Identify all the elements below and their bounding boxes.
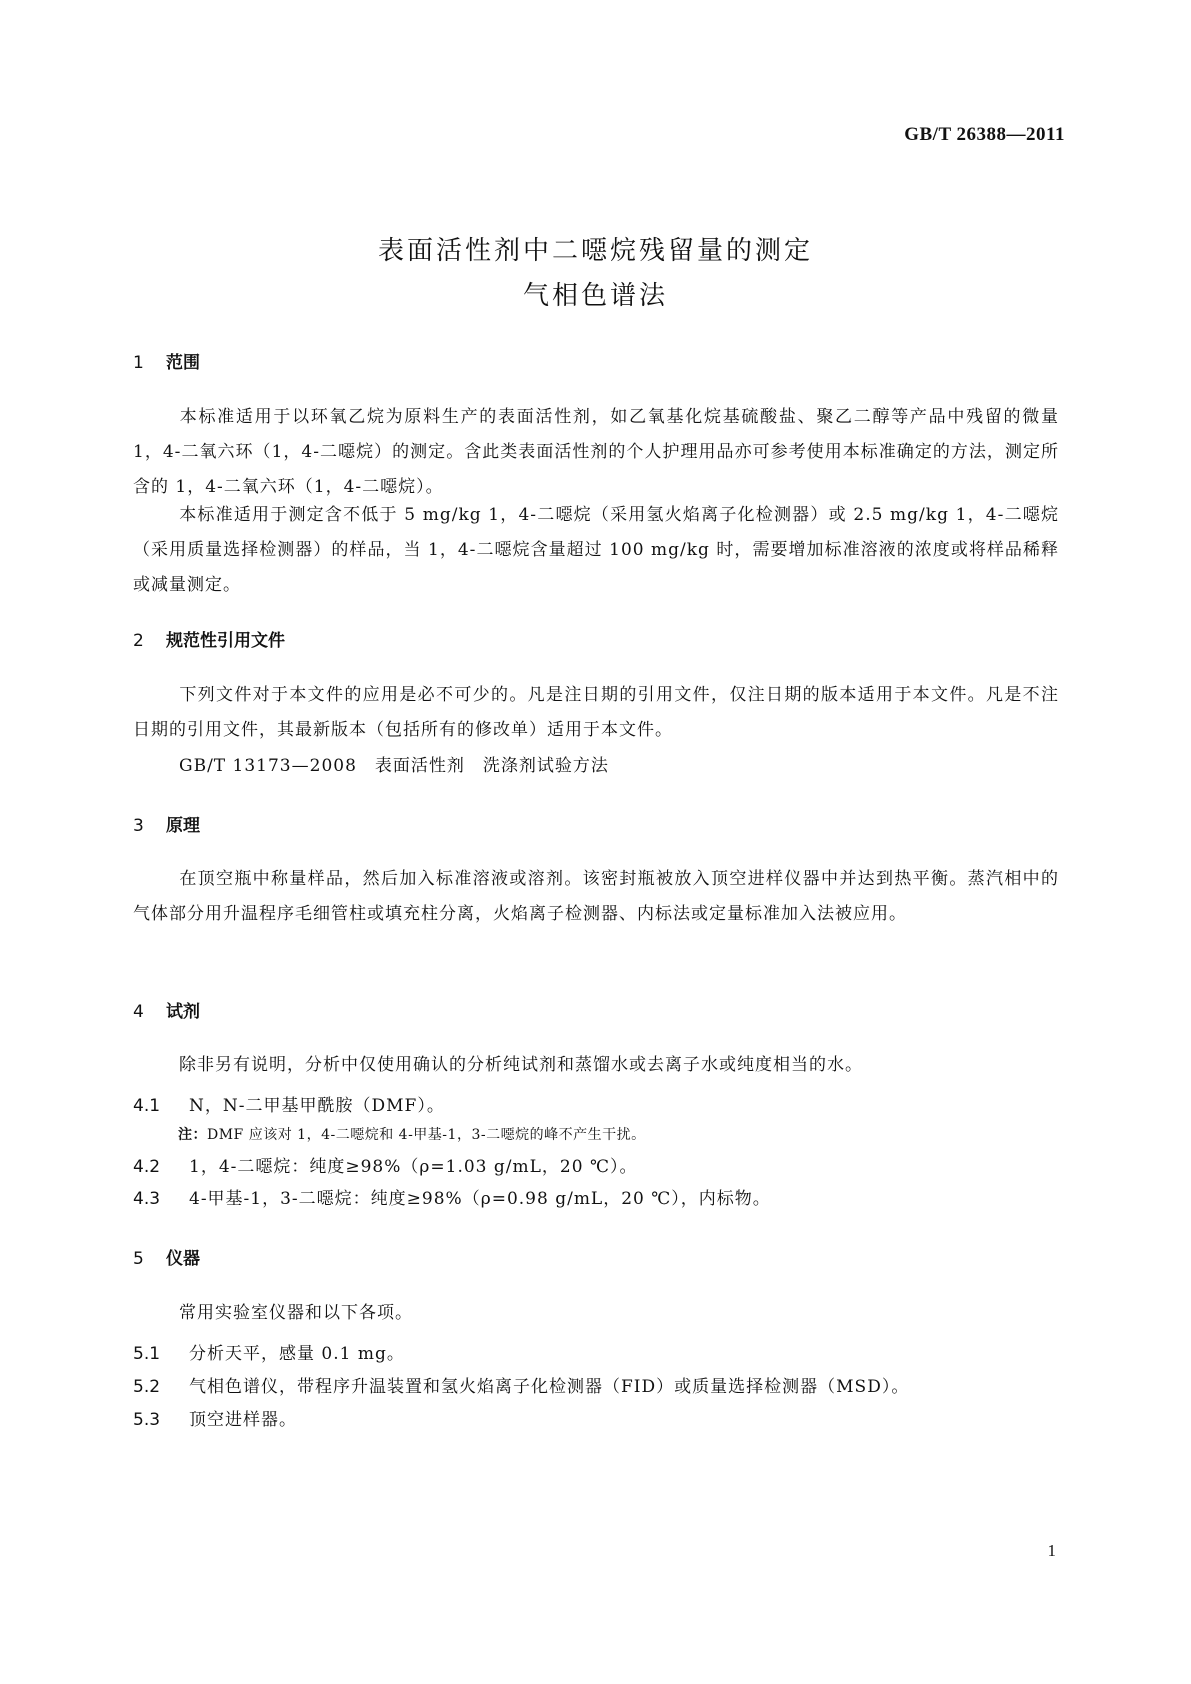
section-number: 5: [133, 1249, 144, 1269]
clause-number: 5.1: [133, 1344, 161, 1364]
clause-text: 气相色谱仪，带程序升温装置和氢火焰离子化检测器（FID）或质量选择检测器（MSD）。: [189, 1377, 910, 1397]
clause-4-2: [133, 1152, 637, 1177]
section-1-paragraph-2: [133, 498, 1059, 603]
section-3-heading: [133, 811, 200, 836]
section-number: 2: [133, 631, 144, 651]
clause-text: 顶空进样器。: [189, 1410, 297, 1430]
section-title: 试剂: [166, 1002, 200, 1022]
section-5-heading: [133, 1244, 200, 1269]
note-label: 注：: [178, 1127, 207, 1143]
paragraph-text: 在顶空瓶中称量样品，然后加入标准溶液或溶剂。该密封瓶被放入顶空进样仪器中并达到热平衡。蒸汽相中的气体部分用升温程序毛细管柱或填充柱分离，火焰离子检测器、内标法或定量标准加入法被应用。: [133, 869, 1059, 924]
note-4-1: [178, 1124, 646, 1144]
section-title: 仪器: [166, 1249, 200, 1269]
section-title: 范围: [166, 353, 200, 373]
document-title: 表面活性剂中二噁烷残留量的测定: [377, 236, 813, 266]
section-3-paragraph-1: [133, 862, 1059, 932]
clause-text: 1，4-二噁烷：纯度≥98%（ρ=1.03 g/mL，20 ℃）。: [189, 1157, 638, 1177]
paragraph-text: 本标准适用于测定含不低于 5 mg/kg 1，4-二噁烷（采用氢火焰离子化检测器）或 2.5 mg/kg 1，4-二噁烷（采用质量选择检测器）的样品，当 1，4-二噁烷含量超过 100 mg/kg 时，需要增加标准溶液的浓度或将样品稀释或减量测定。: [133, 505, 1059, 595]
paragraph-text: 本标准适用于以环氧乙烷为原料生产的表面活性剂，如乙氧基化烷基硫酸盐、聚乙二醇等产品中残留的微量 1，4-二氧六环（1，4-二噁烷）的测定。含此类表面活性剂的个人护理用品亦可参考使用本标准确定的方法，测定所含的 1，4-二氧六环（1，4-二噁烷）。: [133, 407, 1059, 497]
standard-code: GB/T 26388—2011: [904, 124, 1065, 145]
clause-number: 5.3: [133, 1410, 161, 1430]
paragraph-text: 除非另有说明，分析中仅使用确认的分析纯试剂和蒸馏水或去离子水或纯度相当的水。: [179, 1055, 863, 1075]
section-4-paragraph-1: [133, 1048, 1059, 1083]
clause-text: N，N-二甲基甲酰胺（DMF）。: [189, 1096, 445, 1116]
page-number: 1: [1047, 1541, 1056, 1560]
clause-number: 4.2: [133, 1157, 161, 1177]
clause-number: 4.3: [133, 1189, 161, 1209]
section-number: 4: [133, 1002, 144, 1022]
clause-text: 分析天平，感量 0.1 mg。: [189, 1344, 405, 1364]
section-2-paragraph-1: [133, 678, 1059, 748]
normative-reference: GB/T 13173—2008 表面活性剂 洗涤剂试验方法: [179, 756, 609, 776]
clause-4-3: [133, 1184, 771, 1209]
section-1-paragraph-1: [133, 400, 1059, 505]
clause-text: 4-甲基-1，3-二噁烷：纯度≥98%（ρ=0.98 g/mL，20 ℃），内标物。: [189, 1189, 771, 1209]
section-title: 规范性引用文件: [166, 631, 285, 651]
clause-5-1: [133, 1339, 405, 1364]
section-4-heading: [133, 997, 200, 1022]
clause-5-3: [133, 1405, 297, 1430]
paragraph-text: 常用实验室仪器和以下各项。: [179, 1303, 413, 1323]
section-1-heading: [133, 348, 200, 373]
clause-number: 4.1: [133, 1096, 161, 1116]
clause-5-2: [133, 1372, 909, 1397]
section-number: 1: [133, 353, 144, 373]
clause-4-1: [133, 1091, 445, 1116]
paragraph-text: 下列文件对于本文件的应用是必不可少的。凡是注日期的引用文件，仅注日期的版本适用于本文件。凡是不注日期的引用文件，其最新版本（包括所有的修改单）适用于本文件。: [133, 685, 1059, 740]
section-5-paragraph-1: [133, 1296, 1059, 1331]
section-title: 原理: [166, 816, 200, 836]
document-subtitle: 气相色谱法: [522, 281, 668, 311]
note-text: DMF 应该对 1，4-二噁烷和 4-甲基-1，3-二噁烷的峰不产生干扰。: [207, 1127, 646, 1143]
section-2-heading: [133, 626, 285, 651]
clause-number: 5.2: [133, 1377, 161, 1397]
section-number: 3: [133, 816, 144, 836]
